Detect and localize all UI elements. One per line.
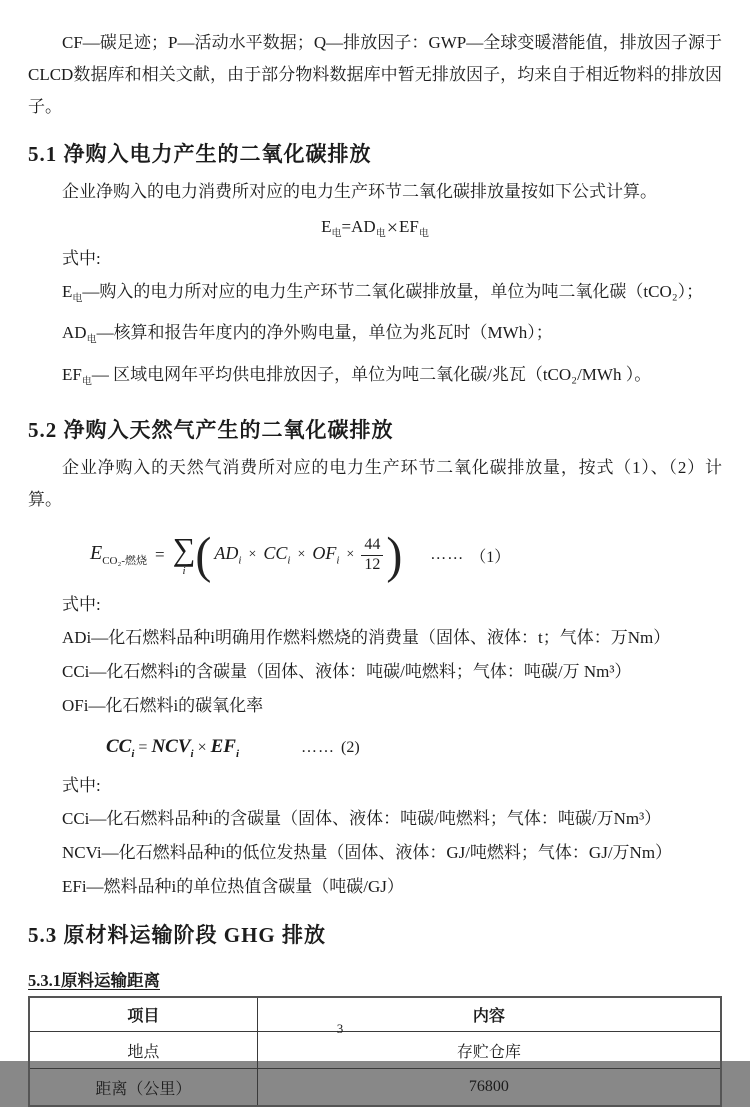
definition-e-electric: $E_电—$购入的电力所对应的电力生产环节二氧化碳排放量，单位为吨二氧化碳（tCO₂）；	[62, 282, 704, 305]
definition-cci: CCi—化石燃料i的含碳量（固体、液体：吨碳/吨燃料；气体：吨碳/万 Nm³）	[62, 662, 632, 682]
formula2-number: (2)	[341, 739, 360, 757]
section-heading-5-2: 5.2 净购入天然气产生的二氧化碳排放	[28, 418, 394, 443]
table-cell-distance-label: 距离（公里）	[29, 1069, 257, 1107]
table-header-content: 内容	[257, 997, 721, 1032]
formula1-lhs: $E_{CO_2-燃烧}$	[90, 542, 147, 568]
formula2-lhs: $CC_i$	[106, 736, 135, 761]
table-cell-location-label: 地点	[29, 1032, 257, 1069]
formula-co2-combustion	[90, 526, 722, 584]
where-label-5-2b: 式中:	[62, 776, 101, 796]
page-number: 3	[336, 1021, 344, 1036]
formula1-dots: ……	[430, 546, 465, 564]
summation-symbol: ∑ i	[172, 531, 196, 578]
formula-carbon-content: $CC_i$ = $NCV_i$ × $EF_i$ …… (2)	[106, 736, 360, 761]
subsection-heading-5-3-1: 5.3.1原料运输距离	[28, 971, 160, 991]
formula2-dots: ……	[301, 739, 336, 757]
section-5-1-paragraph: 企业净购入的电力消费所对应的电力生产环节二氧化碳排放量按如下公式计算。	[62, 182, 657, 201]
definition-ncvi: NCVi—化石燃料品种i的低位发热量（固体、液体：GJ/吨燃料；气体：GJ/万Nm）	[62, 843, 673, 863]
definition-ofi: OFi—化石燃料i的碳氧化率	[62, 696, 264, 716]
definition-cci-2: CCi—化石燃料品种i的含碳量（固体、液体：吨碳/吨燃料；气体：吨碳/万Nm³）	[62, 809, 662, 829]
definition-adi: ADi—化石燃料品种i明确用作燃料燃烧的消费量（固体、液体：t；气体：万Nm）	[62, 628, 671, 648]
section-5-2-paragraph: 企业净购入的天然气消费所对应的电力生产环节二氧化碳排放量，按式（1）、（2）计算。	[28, 458, 722, 510]
definition-ad-electric: $AD_电—$核算和报告年度内的净外购电量，单位为兆瓦时（MWh）；	[62, 323, 553, 346]
formula1-number: （1）	[470, 548, 511, 566]
table-cell-location-value: 存贮仓库	[257, 1032, 721, 1069]
fraction-44-12: $\frac{44}{12}$	[361, 536, 383, 575]
table-row	[29, 1032, 721, 1069]
formula1-terms: $AD_i$ × $CC_i$ × $OF_i$ × $\frac{44}{12}$	[211, 536, 386, 575]
left-paren: (	[195, 527, 212, 583]
times-sign: ×	[197, 739, 207, 757]
formula-electricity: $E_电=AD_电\times EF_电$	[321, 217, 429, 240]
equals-sign: =	[155, 545, 165, 565]
table-row	[29, 1069, 721, 1107]
transport-distance-table	[28, 996, 722, 1107]
table-cell-distance-value: 76800	[257, 1069, 721, 1107]
where-label-5-1: 式中:	[62, 249, 101, 268]
equals-sign: =	[138, 739, 148, 757]
definition-ef-electric: $EF_电—$ 区域电网年平均供电排放因子，单位为吨二氧化碳/兆瓦（tCO₂/MWh ）。	[62, 364, 652, 388]
definition-efi: EFi—燃料品种i的单位热值含碳量（吨碳/GJ）	[62, 877, 404, 897]
section-heading-5-3: 5.3 原材料运输阶段 GHG 排放	[28, 923, 327, 948]
right-paren: )	[386, 527, 403, 583]
section-heading-5-1: 5.1 净购入电力产生的二氧化碳排放	[28, 142, 372, 166]
where-label-5-2a: 式中:	[62, 595, 101, 615]
intro-paragraph: CF—碳足迹；P—活动水平数据；Q—排放因子：GWP—全球变暖潜能值，排放因子源于CLCD数据库和相关文献，由于部分物料数据库中暂无排放因子，均来自于相近物料的排放因子。	[28, 33, 722, 116]
table-header-item: 项目	[29, 997, 257, 1032]
